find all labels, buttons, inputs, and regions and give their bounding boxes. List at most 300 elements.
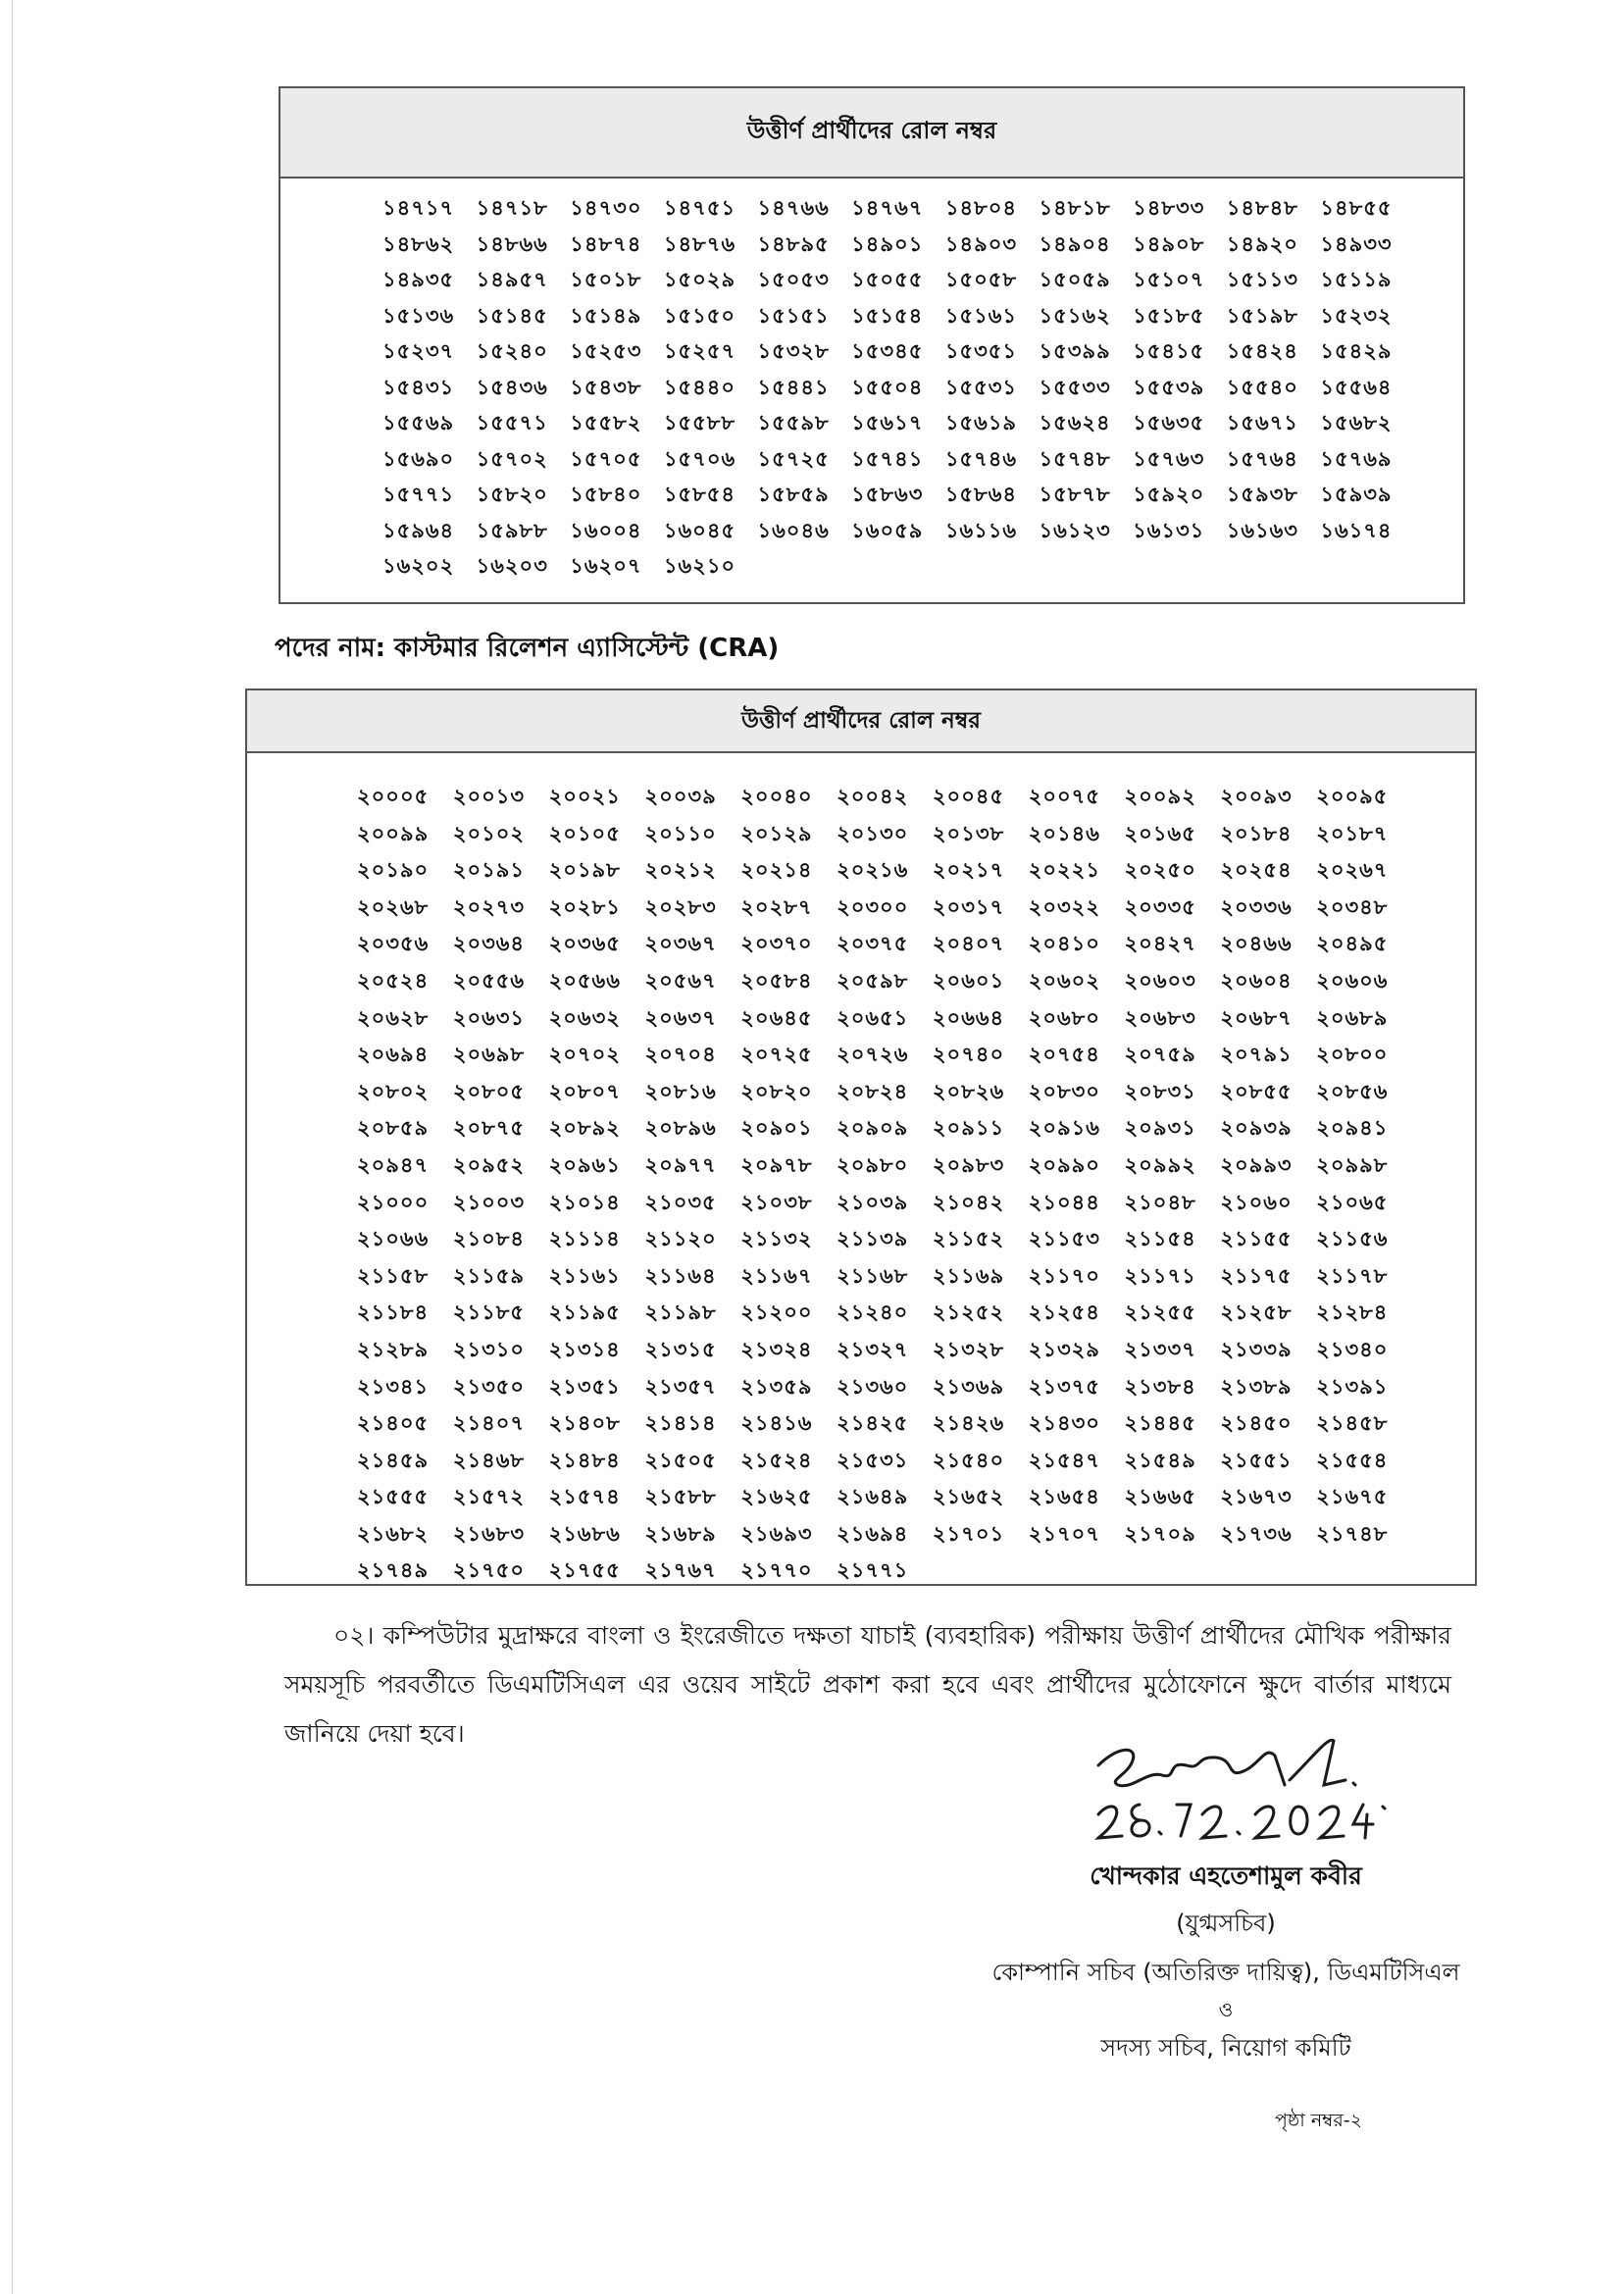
roll-number: ২১২৮৯ xyxy=(357,1337,430,1361)
roll-table-1 xyxy=(279,86,1465,604)
roll-number: ২০৯৭৮ xyxy=(740,1152,813,1177)
roll-number: ২০২৮৭ xyxy=(740,894,813,919)
roll-number: ২০৯৬১ xyxy=(548,1152,621,1177)
roll-number: ১৬১৬৩ xyxy=(1226,518,1298,542)
roll-number: ২১১৮৪ xyxy=(357,1300,430,1325)
roll-number: ২১৫৭২ xyxy=(452,1485,526,1509)
roll-number: ২০৩৫৬ xyxy=(357,932,430,956)
roll-number: ১৪৭৫১ xyxy=(663,196,736,220)
roll-number: ২০৪১০ xyxy=(1028,932,1100,956)
roll-number: ২০৮২০ xyxy=(740,1079,813,1103)
roll-number: ২০১৪৬ xyxy=(1028,821,1100,845)
roll-number: ১৫৯৩৯ xyxy=(1320,483,1393,506)
roll-number: ১৫৮২০ xyxy=(476,483,548,506)
roll-number: ২০০৪২ xyxy=(837,785,909,808)
roll-number: ১৪৮৭৪ xyxy=(570,231,642,256)
roll-number: ২০০৪০ xyxy=(740,785,813,808)
roll-number: ২১৩৪০ xyxy=(1316,1337,1389,1361)
roll-number: ১৫৬১৭ xyxy=(851,411,924,434)
roll-number: ১৫১৮৫ xyxy=(1133,303,1205,328)
roll-number: ২০৬০৩ xyxy=(1124,968,1196,993)
roll-number: ২১৭৬৭ xyxy=(644,1558,717,1583)
roll-number: ২১১৬১ xyxy=(548,1263,621,1288)
roll-number: ২০২৮৩ xyxy=(644,894,717,919)
roll-number: ১৪৮৪৮ xyxy=(1226,196,1298,220)
roll-number: ২০৯৮০ xyxy=(837,1152,909,1177)
roll-number: ১৫৪৪০ xyxy=(663,375,736,399)
roll-number: ২১৪১৪ xyxy=(644,1411,717,1436)
roll-number: ২০২৫০ xyxy=(1124,858,1196,883)
roll-number: ২১৩৩৯ xyxy=(1220,1337,1293,1361)
roll-number: ২১১৫২ xyxy=(932,1227,1005,1251)
roll-number: ২১১৯৫ xyxy=(548,1300,621,1325)
roll-number: ১৫০৫৩ xyxy=(757,268,830,291)
roll-number: ২০৯৮৩ xyxy=(932,1152,1005,1177)
roll-number: ২১১১৪ xyxy=(548,1227,621,1251)
roll-number: ১৫৪২৯ xyxy=(1320,339,1393,363)
roll-number: ২১১৬৮ xyxy=(837,1263,909,1288)
roll-number: ১৫২৩২ xyxy=(1320,303,1393,328)
roll-number: ২১২৫৪ xyxy=(1028,1300,1100,1325)
roll-number: ২১৩৬৯ xyxy=(932,1374,1005,1399)
roll-number: ২০৩৬৫ xyxy=(548,932,621,956)
roll-number: ১৫৬১৯ xyxy=(944,411,1017,434)
roll-number: ১৫৮৬৪ xyxy=(944,483,1017,506)
roll-number: ২০৯৫২ xyxy=(452,1152,526,1177)
roll-number: ১৪৯৩৩ xyxy=(1320,231,1393,256)
roll-number: ১৫০৫৮ xyxy=(944,268,1017,291)
roll-number: ২০৩৬৭ xyxy=(644,932,717,956)
roll-number: ২০২১৭ xyxy=(932,858,1005,883)
roll-number: ২০৬৪৫ xyxy=(740,1005,813,1030)
roll-number: ২১৬৮৬ xyxy=(548,1521,621,1546)
roll-number: ২০১৯১ xyxy=(452,858,526,883)
roll-number: ২১৬৮২ xyxy=(357,1521,430,1546)
roll-number: ২১১৫৬ xyxy=(1316,1227,1389,1251)
roll-number: ২০১২৯ xyxy=(740,821,813,845)
roll-number: ২০০৪৫ xyxy=(932,785,1005,808)
roll-number: ১৫৫৮২ xyxy=(570,411,642,434)
roll-number: ২১৪৫৮ xyxy=(1316,1411,1389,1436)
roll-number: ২০৭৪০ xyxy=(932,1043,1005,1067)
roll-number: ১৪৮৩৩ xyxy=(1133,196,1205,220)
roll-number: ২১০৬৫ xyxy=(1316,1190,1389,1214)
roll-number: ১৫১৬১ xyxy=(944,303,1017,328)
roll-number: ১৫৩৪৫ xyxy=(851,339,924,363)
roll-number: ২১৪২৬ xyxy=(932,1411,1005,1436)
roll-number: ১৬২০৩ xyxy=(476,554,548,578)
roll-number: ২০২৭৩ xyxy=(452,894,526,919)
roll-number: ২০৫৫৬ xyxy=(452,968,526,993)
roll-number: ২১৩২৯ xyxy=(1028,1337,1100,1361)
roll-number: ২০৮৭৫ xyxy=(452,1116,526,1141)
roll-number: ২০২১২ xyxy=(644,858,717,883)
roll-number: ২১৩২৪ xyxy=(740,1337,813,1361)
roll-number: ২০২৮১ xyxy=(548,894,621,919)
roll-number: ২০৩৭৫ xyxy=(837,932,909,956)
roll-number: ২০৮৩০ xyxy=(1028,1079,1100,1103)
roll-number: ২১৬৭৫ xyxy=(1316,1485,1389,1509)
roll-number: ২০৯০৯ xyxy=(837,1116,909,1141)
scan-edge-line xyxy=(12,0,13,2294)
roll-number: ২০০৯৯ xyxy=(357,821,430,845)
roll-number: ২০৪২৭ xyxy=(1124,932,1196,956)
roll-number: ২১৩২৮ xyxy=(932,1337,1005,1361)
roll-number: ২০০০৫ xyxy=(357,785,430,808)
roll-number: ২০৮০৭ xyxy=(548,1079,621,1103)
handwritten-signature xyxy=(1089,1726,1412,1854)
roll-number: ১৬০৪৫ xyxy=(663,518,736,542)
roll-number: ২০২৬৮ xyxy=(357,894,430,919)
roll-number: ২১৪০৭ xyxy=(452,1411,526,1436)
roll-table-2 xyxy=(245,688,1477,1586)
roll-number: ২০৬৩৭ xyxy=(644,1005,717,1030)
roll-number: ২১২৮৪ xyxy=(1316,1300,1389,1325)
roll-number: ২১১৩২ xyxy=(740,1227,813,1251)
roll-number: ২১১৭৫ xyxy=(1220,1263,1293,1288)
roll-number: ২১৭৫৫ xyxy=(548,1558,621,1583)
roll-number: ২০৮০০ xyxy=(1316,1043,1389,1067)
roll-number: ১৫৬৯০ xyxy=(382,446,455,471)
roll-number: ২০৯৪১ xyxy=(1316,1116,1389,1141)
roll-number: ২১২০০ xyxy=(740,1300,813,1325)
roll-number: ১৪৭৬৭ xyxy=(851,196,924,220)
roll-number: ১৬০৪৬ xyxy=(757,518,830,542)
notice-text: ০২। কম্পিউটার মুদ্রাক্ষরে বাংলা ও ইংরেজীতে দক্ষতা যাচাই (ব্যবহারিক) পরীক্ষায় উত্তীর্ণ প্রার্থীদের মৌখিক পরীক্ষার সময়সূচি পরবর্তীতে ডিএমটিসিএল এর ওয়েব সাইটে প্রকাশ করা হবে এবং প্রার্থীদের মুঠোফোনে ক্ষুদে বার্তার মাধ্যমে জানিয়ে দেয়া হবে। xyxy=(284,1621,1451,1748)
roll-number: ২১১৩৯ xyxy=(837,1227,909,1251)
roll-number: ২১৬৬৫ xyxy=(1124,1485,1196,1509)
roll-number: ২১০১৪ xyxy=(548,1190,621,1214)
roll-number: ২০৪৯৫ xyxy=(1316,932,1389,956)
roll-number: ২০৯১৬ xyxy=(1028,1116,1100,1141)
roll-number: ২১৫৪০ xyxy=(932,1448,1005,1472)
roll-number: ২০১৬৫ xyxy=(1124,821,1196,845)
roll-number: ২০৬৯৪ xyxy=(357,1043,430,1067)
roll-number: ১৪৭১৮ xyxy=(476,196,548,220)
roll-number: ২১৬৫২ xyxy=(932,1485,1005,1509)
roll-number: ২০৯৯৮ xyxy=(1316,1152,1389,1177)
roll-number: ২০৫৮৪ xyxy=(740,968,813,993)
roll-number: ১৫১৯৮ xyxy=(1226,303,1298,328)
roll-number: ১৫৬৮২ xyxy=(1320,411,1393,434)
roll-number: ২০১৯০ xyxy=(357,858,430,883)
roll-number: ১৫৪১৫ xyxy=(1133,339,1205,363)
roll-number: ১৫০৫৯ xyxy=(1039,268,1111,291)
roll-number: ২০০৯২ xyxy=(1124,785,1196,808)
roll-number: ২০৭০৪ xyxy=(644,1043,717,1067)
roll-number: ১৫৪৪১ xyxy=(757,375,830,399)
roll-number: ২০৯০১ xyxy=(740,1116,813,1141)
roll-number: ১৫৫০৪ xyxy=(851,375,924,399)
roll-number: ১৫৭০৬ xyxy=(663,446,736,471)
roll-number: ২০০৯৩ xyxy=(1220,785,1293,808)
roll-number: ১৫৫৯৮ xyxy=(757,411,830,434)
roll-number: ২১৬৫৪ xyxy=(1028,1485,1100,1509)
roll-number: ২১০৩৫ xyxy=(644,1190,717,1214)
roll-table-2-grid xyxy=(247,753,1475,1592)
roll-number: ২১৫৪৭ xyxy=(1028,1448,1100,1472)
post-title: পদের নাম: কাস্টমার রিলেশন এ্যাসিস্টেন্ট (CRA) xyxy=(275,634,780,663)
roll-number: ২১৩৪১ xyxy=(357,1374,430,1399)
roll-number: ১৫৫৩১ xyxy=(944,375,1017,399)
roll-number: ২১৫৮৮ xyxy=(644,1485,717,1509)
roll-number: ২০৮২৬ xyxy=(932,1079,1005,1103)
roll-number: ২০৬৬৪ xyxy=(932,1005,1005,1030)
roll-number: ২১৫৫৪ xyxy=(1316,1448,1389,1472)
roll-number: ২১১২০ xyxy=(644,1227,717,1251)
roll-number: ১৪৯৫৭ xyxy=(476,268,548,291)
roll-number: ১৫৫৬৪ xyxy=(1320,375,1393,399)
roll-number: ২১৪৫০ xyxy=(1220,1411,1293,1436)
roll-number: ২১৬৮৯ xyxy=(644,1521,717,1546)
roll-number: ১৪৮১৮ xyxy=(1039,196,1111,220)
roll-number: ২০৮০২ xyxy=(357,1079,430,1103)
signer-and: ও xyxy=(1218,1998,1234,2021)
roll-number: ২১৩২৭ xyxy=(837,1337,909,1361)
roll-number: ১৫৭৪৬ xyxy=(944,446,1018,471)
roll-number: ২১৪১৬ xyxy=(740,1411,813,1436)
roll-number: ২০৮৫৬ xyxy=(1316,1079,1389,1103)
roll-number: ২০৯৩১ xyxy=(1124,1116,1196,1141)
roll-number: ১৫৭৪১ xyxy=(851,446,924,471)
roll-number: ২০০৭৫ xyxy=(1028,785,1100,808)
roll-number: ১৫১১৩ xyxy=(1226,268,1298,291)
roll-number: ১৫১৪৫ xyxy=(476,303,548,328)
roll-number: ২০৬৯৮ xyxy=(452,1043,526,1067)
roll-number: ২০৬৮০ xyxy=(1028,1005,1100,1030)
roll-number: ১৫২৩৭ xyxy=(382,339,455,363)
roll-number: ২০৯৩৯ xyxy=(1220,1116,1293,1141)
roll-number: ১৪৮৫৫ xyxy=(1320,196,1393,220)
roll-number: ১৫৯৩৮ xyxy=(1226,483,1298,506)
roll-number: ২০৮২৪ xyxy=(837,1079,909,1103)
roll-number: ১৫৭৬৯ xyxy=(1320,446,1393,471)
roll-number: ২০১৯৮ xyxy=(548,858,621,883)
roll-number: ২১৫৪৯ xyxy=(1124,1448,1196,1472)
roll-number: ২১৪০৫ xyxy=(357,1411,430,1436)
roll-number: ২০১৮৪ xyxy=(1220,821,1293,845)
roll-number: ২১১৭১ xyxy=(1124,1263,1196,1288)
roll-number: ২১৫০৫ xyxy=(644,1448,717,1472)
roll-number: ২০৫২৪ xyxy=(357,968,430,993)
roll-number: ২০০৩৯ xyxy=(644,785,717,808)
roll-number: ২০১৩৮ xyxy=(932,821,1005,845)
roll-number: ২১৩১৪ xyxy=(548,1337,621,1361)
roll-number: ২১৩৫১ xyxy=(548,1374,621,1399)
roll-number: ২১১৬৯ xyxy=(932,1263,1005,1288)
roll-number: ২০৩৭০ xyxy=(740,932,813,956)
roll-number: ১৫১৫০ xyxy=(663,303,736,328)
roll-number: ১৫৯৮৮ xyxy=(476,518,548,542)
roll-number: ১৫৪২৪ xyxy=(1226,339,1298,363)
roll-number: ১৫২৫৭ xyxy=(663,339,736,363)
roll-number: ২০৮৯৬ xyxy=(644,1116,717,1141)
roll-number: ২০৯১১ xyxy=(932,1116,1005,1141)
roll-number: ২০৩১৭ xyxy=(932,894,1005,919)
roll-number: ১৬২০২ xyxy=(382,554,455,578)
roll-number: ১৪৭৩০ xyxy=(570,196,642,220)
roll-number: ২১৪০৮ xyxy=(548,1411,621,1436)
roll-number: ১৫৮৭৮ xyxy=(1039,483,1111,506)
roll-number: ২০১০২ xyxy=(452,821,526,845)
roll-number: ১৫৭৪৮ xyxy=(1039,446,1111,471)
roll-number: ২০৭৫৪ xyxy=(1028,1043,1100,1067)
roll-number: ২১০৪২ xyxy=(932,1190,1005,1214)
roll-table-1-grid xyxy=(280,178,1463,586)
roll-number: ১৬১২৩ xyxy=(1039,518,1111,542)
roll-number: ২১০৩৯ xyxy=(837,1190,909,1214)
roll-number: ১৫০৫৫ xyxy=(851,268,924,291)
roll-number: ১৪৮৭৬ xyxy=(663,231,736,256)
roll-number: ১৪৮৬৬ xyxy=(476,231,548,256)
roll-number: ২১৩৫০ xyxy=(452,1374,526,1399)
roll-number: ২০৯৭৭ xyxy=(644,1152,717,1177)
roll-number: ২০৫৯৮ xyxy=(837,968,909,993)
roll-number: ১৫৫৩৩ xyxy=(1039,375,1111,399)
roll-number: ১৫৯৬৪ xyxy=(382,518,455,542)
roll-number: ২১৬২৫ xyxy=(740,1485,813,1509)
roll-number: ২১৬৮৩ xyxy=(452,1521,526,1546)
roll-number: ১৫৫৪০ xyxy=(1226,375,1298,399)
roll-number: ২১৬৯৪ xyxy=(837,1521,909,1546)
roll-number: ২১৩৮৪ xyxy=(1124,1374,1196,1399)
roll-number: ১৪৯০১ xyxy=(851,231,924,256)
roll-number: ২০৮১৬ xyxy=(644,1079,717,1103)
roll-number: ২১৩৩৭ xyxy=(1124,1337,1196,1361)
roll-number: ২১১৭৮ xyxy=(1316,1263,1389,1288)
roll-number: ২০৩৬৪ xyxy=(452,932,526,956)
roll-number: ২০৩০০ xyxy=(837,894,909,919)
roll-number: ১৫৭২৫ xyxy=(757,446,830,471)
roll-number: ২১২৪০ xyxy=(837,1300,909,1325)
roll-number: ১৫১৫৪ xyxy=(851,303,924,328)
roll-number: ১৫১৪৯ xyxy=(570,303,642,328)
roll-number: ২১০৩৮ xyxy=(740,1190,813,1214)
roll-number: ১৫৬৩৫ xyxy=(1133,411,1205,434)
roll-number: ২০২৫৪ xyxy=(1220,858,1293,883)
roll-number: ২০৭৫৯ xyxy=(1124,1043,1196,1067)
roll-number: ২১৪৪৫ xyxy=(1124,1411,1196,1436)
roll-number: ২১৫৭৪ xyxy=(548,1485,621,1509)
roll-number: ২০৬০৪ xyxy=(1220,968,1293,993)
roll-number: ২১১৯৮ xyxy=(644,1300,717,1325)
roll-number: ২১৭০৯ xyxy=(1124,1521,1196,1546)
roll-number: ২০৭৯১ xyxy=(1220,1043,1293,1067)
roll-number: ১৪৭৬৬ xyxy=(757,196,830,220)
roll-number: ২১৭৪৯ xyxy=(357,1558,430,1583)
roll-number: ১৫৫৩৯ xyxy=(1133,375,1205,399)
roll-number: ২০১৮৭ xyxy=(1316,821,1389,845)
roll-number: ২১৪২৫ xyxy=(837,1411,909,1436)
roll-number: ২১৩৯১ xyxy=(1316,1374,1389,1399)
roll-number: ২১১৬৭ xyxy=(740,1263,813,1288)
roll-number: ১৬২০৭ xyxy=(570,554,642,578)
roll-number: ২০৬২৮ xyxy=(357,1005,430,1030)
roll-number: ২০৬০৬ xyxy=(1316,968,1389,993)
roll-number: ২০৮৯২ xyxy=(548,1116,621,1141)
roll-number: ১৫৬২৪ xyxy=(1039,411,1111,434)
roll-number: ২১১৬৪ xyxy=(644,1263,717,1288)
roll-number: ১৫৪৩১ xyxy=(382,375,455,399)
roll-number: ২০৮৫৯ xyxy=(357,1116,430,1141)
roll-number: ২১৭৩৬ xyxy=(1220,1521,1293,1546)
roll-number: ২০৬৩২ xyxy=(548,1005,621,1030)
roll-number: ১৫৮৬৩ xyxy=(851,483,924,506)
roll-number: ২০৬০২ xyxy=(1028,968,1100,993)
roll-number: ১৫৮৫৯ xyxy=(757,483,830,506)
roll-number: ১৫১৩৬ xyxy=(382,303,455,328)
roll-number: ২০১০৫ xyxy=(548,821,621,845)
roll-number: ১৫১৬২ xyxy=(1039,303,1111,328)
roll-number: ১৪৭১৭ xyxy=(382,196,455,220)
roll-number: ১৫৭৬৩ xyxy=(1133,446,1205,471)
roll-number: ১৫১৫১ xyxy=(757,303,830,328)
roll-number: ১৪৯০৩ xyxy=(944,231,1018,256)
roll-number: ২০৩২২ xyxy=(1028,894,1100,919)
roll-number: ১৬১৩১ xyxy=(1133,518,1205,542)
roll-number: ২১২৫৮ xyxy=(1220,1300,1293,1325)
roll-number: ১৪৮৯৫ xyxy=(757,231,830,256)
roll-number: ২১১৫৮ xyxy=(357,1263,430,1288)
roll-number: ২০৪৬৬ xyxy=(1220,932,1293,956)
roll-number: ১৫৬৭১ xyxy=(1226,411,1298,434)
roll-number: ২০৪০৭ xyxy=(932,932,1005,956)
roll-number: ২০৩৪৮ xyxy=(1316,894,1389,919)
roll-number: ১৫৪৩৬ xyxy=(476,375,548,399)
roll-number: ১৬০০৪ xyxy=(570,518,642,542)
roll-number: ২১১৮৫ xyxy=(452,1300,525,1325)
roll-number: ১৫৭৬৪ xyxy=(1226,446,1298,471)
roll-number: ১৪৮০৪ xyxy=(944,196,1017,220)
roll-number: ২০৬৮৩ xyxy=(1124,1005,1196,1030)
roll-number: ২১৩৫৭ xyxy=(644,1374,717,1399)
roll-number: ২০৬৩১ xyxy=(452,1005,526,1030)
roll-table-2-header: উত্তীর্ণ প্রার্থীদের রোল নম্বর xyxy=(247,690,1475,753)
roll-number: ২১৩১৫ xyxy=(644,1337,717,1361)
roll-number: ১৫৮৪০ xyxy=(570,483,642,506)
roll-number: ১৪৯০৮ xyxy=(1133,231,1205,256)
roll-number: ২১১৫৫ xyxy=(1220,1227,1293,1251)
roll-number: ২০৬৮৭ xyxy=(1220,1005,1293,1030)
roll-number: ১৫২৪০ xyxy=(476,339,548,363)
signature-scribble-icon xyxy=(1089,1726,1412,1854)
roll-number: ২১১৫৪ xyxy=(1124,1227,1196,1251)
roll-number: ১৫৯২০ xyxy=(1133,483,1205,506)
roll-number: ২০৯৪৭ xyxy=(357,1152,430,1177)
roll-number: ২০৭০২ xyxy=(548,1043,621,1067)
roll-number: ২১৭৫০ xyxy=(452,1558,526,1583)
roll-number: ২১৩৭৫ xyxy=(1028,1374,1100,1399)
roll-number: ২১৪৩০ xyxy=(1028,1411,1100,1436)
roll-number: ২০০২১ xyxy=(548,785,621,808)
roll-number: ২১১৫৯ xyxy=(452,1263,525,1288)
signer-rank: (যুগ্মসচিব) xyxy=(1176,1910,1276,1937)
page-number: পৃষ্ঠা নম্বর-২ xyxy=(1275,2110,1363,2131)
roll-number: ২০০১৩ xyxy=(452,785,526,808)
roll-number: ২১৭০১ xyxy=(932,1521,1005,1546)
roll-number: ২০৫৬৬ xyxy=(548,968,621,993)
roll-number: ২১৭০৭ xyxy=(1028,1521,1100,1546)
roll-number: ২০৬০১ xyxy=(932,968,1005,993)
roll-number: ২০২১৬ xyxy=(837,858,909,883)
roll-number: ১৪৯৩৫ xyxy=(382,268,455,291)
roll-number: ২০৩৩৬ xyxy=(1220,894,1293,919)
roll-number: ২১০৪৮ xyxy=(1124,1190,1196,1214)
roll-number: ১৫৫৭১ xyxy=(476,411,548,434)
roll-number: ১৬২১০ xyxy=(663,554,736,578)
roll-number: ২০৮৩১ xyxy=(1124,1079,1196,1103)
roll-number: ২১১৭০ xyxy=(1028,1263,1100,1288)
